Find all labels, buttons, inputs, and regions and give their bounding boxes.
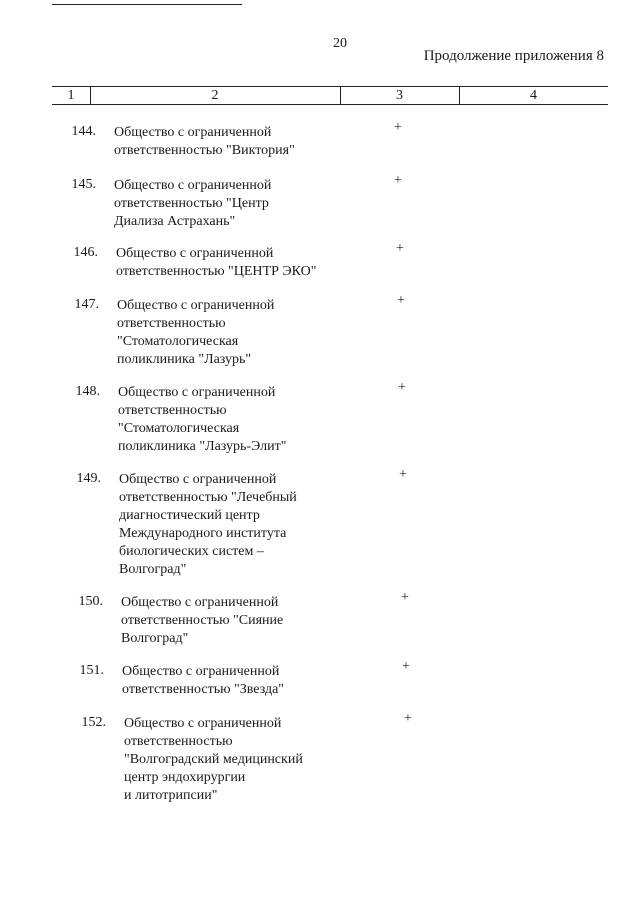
row-number: 151. — [79, 663, 104, 678]
organization-name-line: ответственностью "Лечебный — [119, 490, 297, 505]
organization-name-line: диагностический центр — [119, 508, 260, 523]
participation-mark: + — [397, 293, 405, 308]
organization-name-line: ответственностью — [118, 403, 227, 418]
organization-name-line: биологических систем – — [119, 544, 264, 559]
organization-name-line: ответственностью "Центр — [114, 196, 269, 211]
organization-name-line: Общество с ограниченной — [114, 178, 272, 193]
participation-mark: + — [394, 120, 402, 135]
organization-name-line: Общество с ограниченной — [117, 298, 275, 313]
organization-name — [121, 594, 351, 648]
participation-mark: + — [399, 467, 407, 482]
row-number: 152. — [81, 715, 106, 730]
organization-name — [118, 384, 348, 456]
participation-mark: + — [401, 590, 409, 605]
organization-name-line: ответственностью — [124, 734, 233, 749]
row-number: 150. — [78, 594, 103, 609]
organization-name-line: центр эндохирургии — [124, 770, 246, 785]
organization-name-line: Общество с ограниченной — [114, 125, 272, 140]
organization-name — [114, 177, 344, 231]
organization-name-line: Общество с ограниченной — [119, 472, 277, 487]
row-number: 144. — [71, 124, 96, 139]
organization-name-line: Общество с ограниченной — [122, 664, 280, 679]
participation-mark: + — [394, 173, 402, 188]
column-header-1: 1 — [67, 88, 75, 103]
participation-mark: + — [396, 241, 404, 256]
organization-name — [124, 715, 354, 805]
organization-name-line: ответственностью "Виктория" — [114, 143, 295, 158]
column-header-2: 2 — [211, 88, 219, 103]
organization-name — [119, 471, 349, 579]
column-header-3: 3 — [396, 88, 403, 103]
organization-name-line: Общество с ограниченной — [121, 595, 279, 610]
row-number: 147. — [74, 297, 99, 312]
organization-name-line: поликлиника "Лазурь-Элит" — [118, 439, 287, 454]
participation-mark: + — [402, 659, 410, 674]
organization-name-line: Общество с ограниченной — [118, 385, 276, 400]
organization-name-line: поликлиника "Лазурь" — [117, 352, 252, 367]
organization-name-line: "Волгоградский медицинский — [124, 752, 303, 767]
organization-name — [116, 245, 346, 281]
organization-name-line: Общество с ограниченной — [124, 716, 282, 731]
organization-name-line: и литотрипсии" — [124, 788, 218, 803]
organization-name-line: ответственностью "Сияние — [121, 613, 284, 628]
organization-name-line: Волгоград" — [121, 631, 189, 646]
participation-mark: + — [398, 380, 406, 395]
organization-name-line: ответственностью — [117, 316, 226, 331]
appendix-continuation-note: Продолжение приложения 8 — [423, 48, 604, 64]
organization-name-line: Волгоград" — [119, 562, 187, 577]
organization-name — [122, 663, 352, 699]
row-number: 145. — [71, 177, 96, 192]
organization-name — [114, 124, 344, 160]
participation-mark: + — [404, 711, 412, 726]
column-header-4: 4 — [530, 88, 537, 103]
organization-name-line: Общество с ограниченной — [116, 246, 274, 261]
row-number: 148. — [75, 384, 100, 399]
row-number: 149. — [76, 471, 101, 486]
organization-name-line: ответственностью "ЦЕНТР ЭКО" — [116, 264, 317, 279]
organization-name-line: Международного института — [119, 526, 287, 541]
organization-name — [117, 297, 347, 369]
page-number: 20 — [333, 36, 347, 51]
organization-name-line: Диализа Астрахань" — [114, 214, 236, 229]
organization-name-line: "Стоматологическая — [118, 421, 240, 436]
organization-name-line: ответственностью "Звезда" — [122, 682, 285, 697]
row-number: 146. — [73, 245, 98, 260]
organization-name-line: "Стоматологическая — [117, 334, 239, 349]
